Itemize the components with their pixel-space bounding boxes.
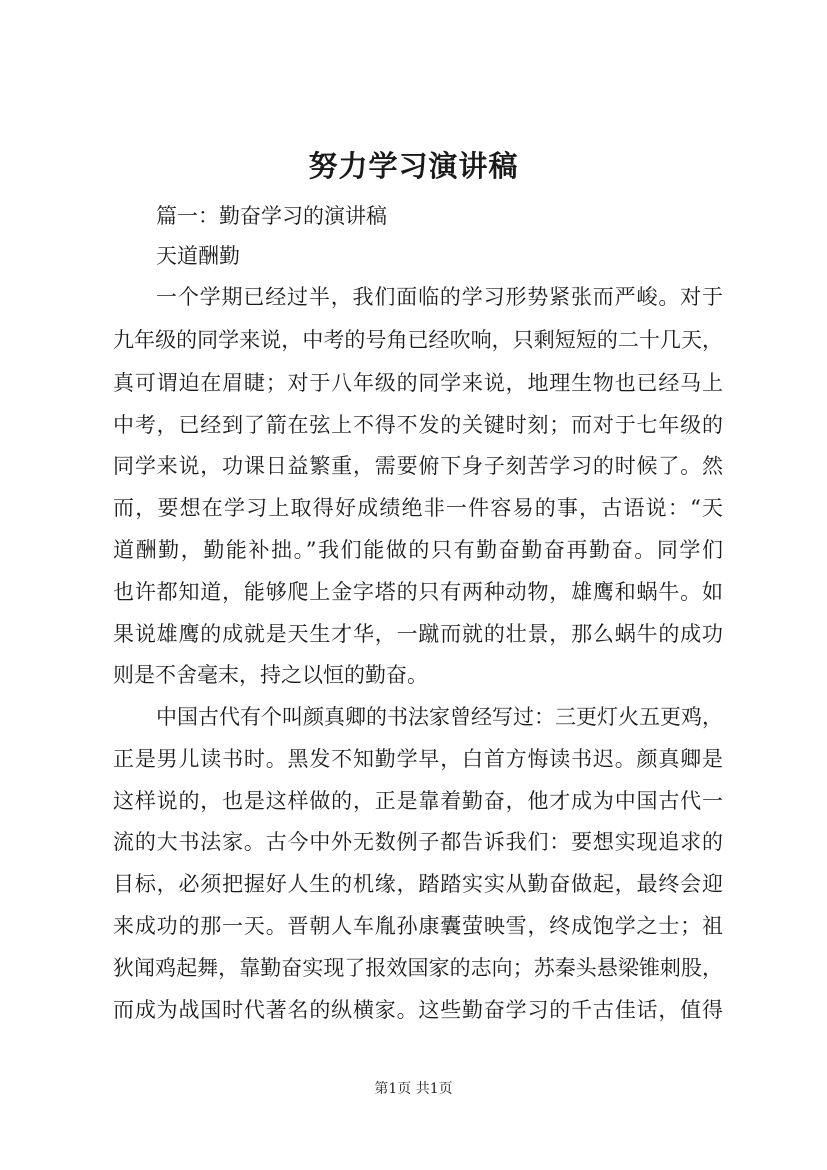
paragraph-line: 流的大书法家。古今中外无数例子都告诉我们：要想实现追求的 [113, 830, 723, 854]
paragraph-line: 正是男儿读书时。黑发不知勤学早，白首方悔读书迟。颜真卿是 [113, 747, 723, 771]
paragraph-line: 真可谓迫在眉睫；对于八年级的同学来说，地理生物也已经马上 [113, 371, 723, 395]
paragraph-line: 中考，已经到了箭在弦上不得不发的关键时刻；而对于七年级的 [113, 413, 723, 437]
paragraph-line: 道酬勤，勤能补拙。”我们能做的只有勤奋勤奋再勤奋。同学们 [113, 538, 723, 562]
paragraph-line: 目标，必须把握好人生的机缘，踏踏实实从勤奋做起，最终会迎 [113, 872, 723, 896]
paragraph-line: 而成为战国时代著名的纵横家。这些勤奋学习的千古佳话，值得 [113, 998, 723, 1022]
paragraph-line: 也许都知道，能够爬上金字塔的只有两种动物，雄鹰和蜗牛。如 [113, 580, 723, 604]
paragraph-line: 同学来说，功课日益繁重，需要俯下身子刻苦学习的时候了。然 [113, 454, 723, 478]
paragraph-line: 一个学期已经过半，我们面临的学习形势紧张而严峻。对于 [156, 285, 723, 309]
paragraph-line: 则是不舍毫末，持之以恒的勤奋。 [113, 663, 428, 687]
subheading: 天道酬勤 [156, 244, 240, 268]
paragraph-line: 九年级的同学来说，中考的号角已经吹响，只剩短短的二十几天， [113, 328, 723, 352]
document-title: 努力学习演讲稿 [308, 149, 519, 183]
paragraph-line: 中国古代有个叫颜真卿的书法家曾经写过：三更灯火五更鸡， [156, 705, 723, 729]
page-number: 第1页 共1页 [374, 1081, 453, 1097]
section-heading: 篇一：勤奋学习的演讲稿 [156, 204, 387, 228]
paragraph-line: 而，要想在学习上取得好成绩绝非一件容易的事，古语说：“天 [113, 496, 723, 520]
paragraph-line: 果说雄鹰的成就是天生才华，一蹴而就的壮景，那么蜗牛的成功 [113, 622, 723, 646]
paragraph-line: 来成功的那一天。晋朝人车胤孙康囊萤映雪，终成饱学之士；祖 [113, 914, 723, 938]
paragraph-line: 狄闻鸡起舞，靠勤奋实现了报效国家的志向；苏秦头悬梁锥刺股， [113, 956, 723, 980]
paragraph-line: 这样说的，也是这样做的，正是靠着勤奋，他才成为中国古代一 [113, 789, 723, 813]
